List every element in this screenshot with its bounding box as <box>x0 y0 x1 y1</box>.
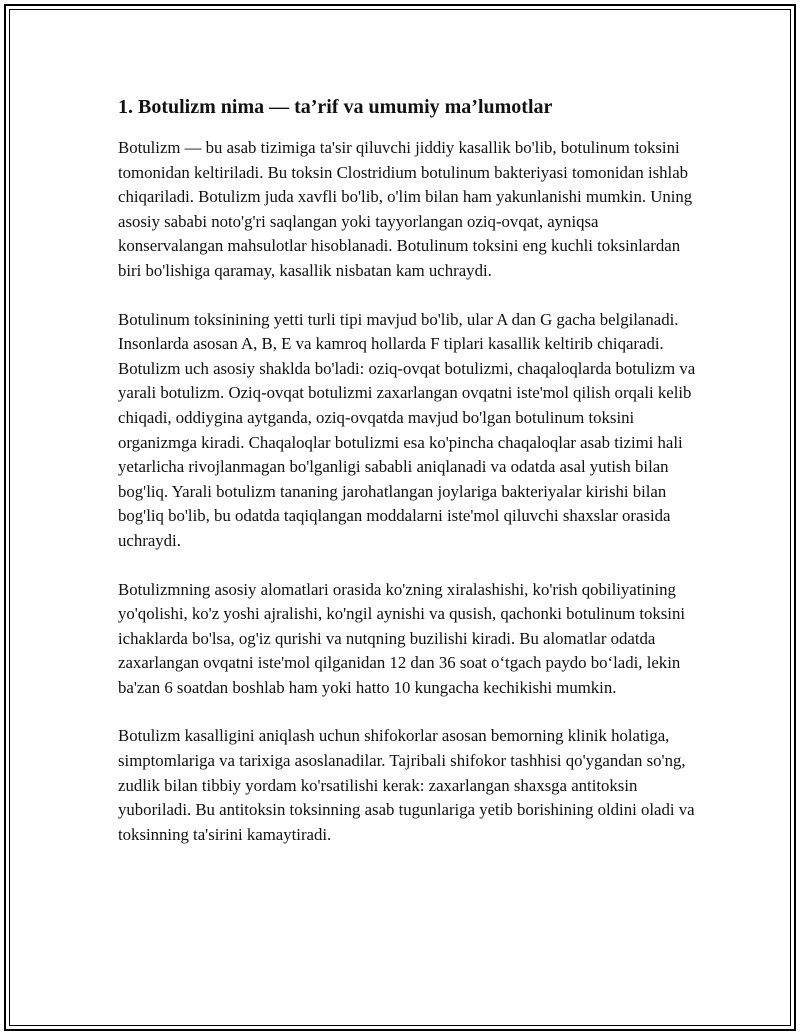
section-heading: 1. Botulizm nima — ta’rif va umumiy ma’lumotlar <box>118 96 553 118</box>
paragraph-toxin-types: Botulinum toksinining yetti turli tipi mavjud bo'lib, ular A dan G gacha belgilanadi. Insonlarda asosan A, B, E va kamroq hollarda F tiplari kasallik keltirib chiqaradi. Botulizm uch asosiy shaklda bo'ladi: oziq-ovqat botulizmi, chaqaloqlarda botulizm va yarali botulizm. Oziq-ovqat botulizmi zaxarlangan ovqatni iste'mol qilish orqali kelib chiqadi, oddiygina aytganda, oziq-ovqatda mavjud bo'lgan botulinum toksini organizmga kiradi. Chaqaloqlar botulizmi esa ko'pincha chaqaloqlar asab tizimi hali yetarlicha rivojlanmagan bo'lganligi sababli aniqlanadi va odatda asal yutish bilan bog'liq. Yarali botulizm tananing jarohatlangan joylariga bakteriyalar kirishi bilan bog'liq bo'lib, bu odatda taqiqlangan moddalarni iste'mol qiluvchi shaxslar orasida uchraydi. <box>118 309 696 550</box>
paragraph-symptoms: Botulizmning asosiy alomatlari orasida ko'zning xiralashishi, ko'rish qobiliyatining yo'qolishi, ko'z yoshi ajralishi, ko'ngil aynishi va qusish, qachonki botulinum toksini ichaklarda bo'lsa, og'iz qurishi va nutqning buzilishi kiradi. Bu alomatlar odatda zaxarlangan ovqatni iste'mol qilganidan 12 dan 36 soat o‘tgach paydo bo‘ladi, lekin ba'zan 6 soatdan boshlab ham yoki hatto 10 kungacha kechikishi mumkin. <box>118 579 686 697</box>
paragraph-definition: Botulizm — bu asab tizimiga ta'sir qiluvchi jiddiy kasallik bo'lib, botulinum toksini tomonidan keltiriladi. Bu toksin Clostridium botulinum bakteriyasi tomonidan ishlab chiqariladi. Botulizm juda xavfli bo'lib, o'lim bilan ham yakunlanishi mumkin. Uning asosiy sababi noto'g'ri saqlangan yoki tayyorlangan oziq-ovqat, ayniqsa konservalangan mahsulotlar hisoblanadi. Botulinum toksini eng kuchli toksinlardan biri bo'lishiga qaramay, kasallik nisbatan kam uchraydi. <box>118 138 693 280</box>
document-body <box>118 94 698 871</box>
paragraph-diagnosis: Botulizm kasalligini aniqlash uchun shifokorlar asosan bemorning klinik holatiga, simptomlariga va tarixiga asoslanadilar. Tajribali shifokor tashhisi qo'ygandan so'ng, zudlik bilan tibbiy yordam ko'rsatilishi kerak: zaxarlangan shaxsga antitoksin yuboriladi. Bu antitoksin toksinning asab tugunlariga yetib borishining oldini oladi va toksinning ta'sirini kamaytiradi. <box>118 726 695 844</box>
